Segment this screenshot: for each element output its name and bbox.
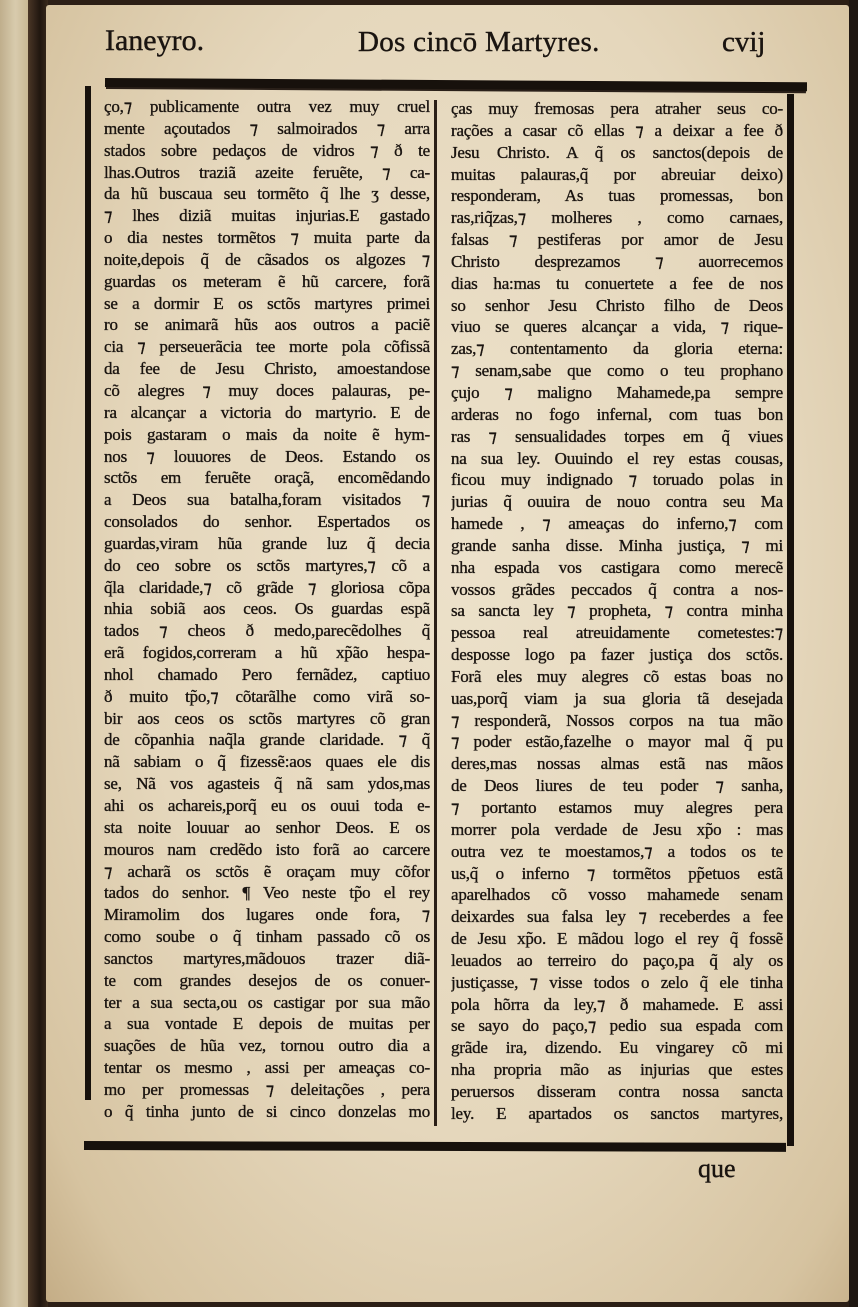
text-line: noite,depois q̃ de cãsados os algozes ⁊ xyxy=(104,249,430,269)
text-line: o q̃ tinha junto de si cinco donzelas mo xyxy=(104,1101,430,1121)
text-line: çujo ⁊ maligno Mahamede,pa sempre xyxy=(451,382,783,402)
text-line: ley. E apartados os sanctos martyres, xyxy=(451,1103,783,1123)
text-line: us,q̃ o inferno ⁊ tormẽtos pp̃etuos estã xyxy=(451,863,783,883)
text-line: tentar os mesmo , assi per ameaças co- xyxy=(104,1058,430,1078)
text-line: dias ha:mas tu conuertete a fee de nos xyxy=(451,273,783,293)
text-line: pola hõrra da ley,⁊ ð mahamede. E assi xyxy=(451,994,783,1014)
text-line: leuados ao terreiro do paço,pa q̃ aly os xyxy=(451,950,783,970)
text-line: da hũ buscaua seu tormẽto q̃ lhe ʒ desse, xyxy=(104,184,430,204)
text-line: pois gastaram o mais da noite ẽ hym- xyxy=(104,424,430,444)
text-line: a Deos sua batalha,foram visitados ⁊ xyxy=(104,490,430,510)
text-line: sctõs em feruẽte oraçã, encomẽdando xyxy=(104,468,430,488)
text-line: jurias q̃ ouuira de nouo contra seu Ma xyxy=(451,492,783,512)
text-line: de Jesu xp̃o. E mãdou logo el rey q̃ fossẽ xyxy=(451,929,783,949)
text-line: nhol chamado Pero fernãdez, captiuo xyxy=(104,664,430,684)
text-line: ⁊ portanto estamos muy alegres pera xyxy=(451,798,783,817)
text-line: morrer pola verdade de Jesu xp̃o : mas xyxy=(451,819,783,839)
text-line: falsas ⁊ pestiferas por amor de Jesu xyxy=(451,230,783,250)
running-head-month: Ianeyro. xyxy=(105,24,205,57)
book-gutter xyxy=(28,0,48,1307)
text-line: nos ⁊ louuores de Deos. Estando os xyxy=(104,446,430,466)
text-line: te com grandes desejos de os conuer- xyxy=(104,970,430,990)
text-line: ras ⁊ sensualidades torpes em q̃ viues xyxy=(451,426,783,446)
text-line: suações de hũa vez, tornou outro dia a xyxy=(104,1036,430,1056)
text-line: vossos grãdes peccados q̃ contra a nos- xyxy=(451,579,783,599)
left-border-rule xyxy=(85,86,91,1100)
text-line: ro se animarã hũs aos outros a paciẽ xyxy=(104,315,430,335)
text-line: peruersos disseram contra nossa sancta xyxy=(451,1081,783,1101)
text-line: ras,riq̃zas,⁊ molheres , como carnaes, xyxy=(451,208,783,228)
text-line: de cõpanhia naq̃la grande claridade. ⁊ q̃ xyxy=(104,730,430,750)
catchword: que xyxy=(698,1154,736,1183)
text-line: pessoa real atreuidamente cometestes:⁊ xyxy=(451,623,783,643)
left-column xyxy=(104,96,430,1126)
bottom-rule xyxy=(84,1141,786,1152)
text-line: deixardes sua falsa ley ⁊ receberdes a fee xyxy=(451,907,783,927)
folio-number: cvij xyxy=(722,26,766,58)
text-line: ficou muy indignado ⁊ toruado polas in xyxy=(451,470,783,490)
text-line: deres,mas nossas almas estã nas mãos xyxy=(451,754,783,774)
right-page-edge xyxy=(849,0,858,1307)
text-line: rações a casar cõ ellas ⁊ a deixar a fee ð xyxy=(451,120,783,140)
text-line: consolados do senhor. Espertados os xyxy=(104,512,430,532)
text-line: a sua vontade E depois de muitas per xyxy=(104,1014,430,1034)
text-line: lhas.Outros traziã azeite feruẽte, ⁊ ca- xyxy=(104,162,430,182)
text-line: ⁊ acharã os sctõs ẽ oraçam muy cõfor xyxy=(104,861,430,881)
text-line: grande sanha disse. Minha justiça, ⁊ mi xyxy=(451,535,783,555)
text-line: stados sobre pedaços de vidros ⁊ ð te xyxy=(104,140,430,160)
text-line: responderam, As tuas promessas, bon xyxy=(451,186,783,206)
text-line: cõ alegres ⁊ muy doces palauras, pe- xyxy=(104,380,430,400)
text-line: viuo se queres alcançar a vida, ⁊ rique- xyxy=(451,317,783,337)
text-line: aparelhados cõ vosso mahamede senam xyxy=(451,885,783,905)
text-line: de Deos liures de teu poder ⁊ sanha, xyxy=(451,776,783,796)
text-line: ⁊ lhes diziã muitas injurias.E gastado xyxy=(104,206,430,226)
text-line: da fee de Jesu Christo, amoestandose xyxy=(104,359,430,379)
text-line: hamede , ⁊ ameaças do inferno,⁊ com xyxy=(451,514,783,534)
text-line: do ceo sobre os sctõs martyres,⁊ cõ a xyxy=(104,555,430,575)
text-line: outra vez te moestamos,⁊ a todos os te xyxy=(451,841,783,861)
text-line: se sayo do paço,⁊ pedio sua espada com xyxy=(451,1016,783,1036)
text-line: justiçasse, ⁊ visse todos o zelo q̃ ele tinha xyxy=(451,972,783,992)
text-line: zas,⁊ contentamento da gloria eterna: xyxy=(451,339,783,359)
text-line: nha propria mão as injurias que estes xyxy=(451,1060,783,1080)
text-line: ter a sua secta,ou os castigar por sua mão xyxy=(104,992,430,1012)
text-line: nã sabiam o q̃ fizessẽ:aos quaes ele dis xyxy=(104,752,430,772)
text-line: desposse logo pa fazer justiça dos sctõs. xyxy=(451,645,783,665)
text-line: arderas no fogo infernal, com tuas bon xyxy=(451,404,783,424)
text-line: Miramolim dos lugares onde fora, ⁊ xyxy=(104,905,430,925)
text-line: Christo desprezamos ⁊ auorrecemos xyxy=(451,251,783,271)
text-line: se a dormir E os sctõs martyres primei xyxy=(104,293,430,313)
text-line: ra alcançar a victoria do martyrio. E de xyxy=(104,402,430,422)
text-line: uas,porq̃ viam ja sua gloria tã desejada xyxy=(451,688,783,708)
text-line: ças muy fremosas pera atraher seus co- xyxy=(451,99,783,118)
text-line: q̃la claridade,⁊ cõ grãde ⁊ gloriosa cõpa xyxy=(104,577,430,597)
text-line: guardas,viram hũa grande luz q̃ decia xyxy=(104,533,430,553)
text-line: como soube o q̃ tinham passado cõ os xyxy=(104,927,430,947)
text-line: nha espada vos castigara como merecẽ xyxy=(451,557,783,577)
text-line: na sua ley. Ouuindo el rey estas cousas, xyxy=(451,448,783,468)
text-line: ⁊ responderã, Nossos corpos na tua mão xyxy=(451,710,783,730)
text-line: mente açoutados ⁊ salmoirados ⁊ arra xyxy=(104,118,430,138)
text-line: ⁊ poder estão,fazelhe o mayor mal q̃ pu xyxy=(451,732,783,752)
running-head-title: Dos cincō Martyres. xyxy=(358,26,600,58)
text-line: tados ⁊ cheos ð medo,parecẽdolhes q̃ xyxy=(104,621,430,641)
text-line: guardas os meteram ẽ hũ carcere, forã xyxy=(104,271,430,291)
text-line: mouros nam credẽdo isto forã ao carcere xyxy=(104,839,430,859)
text-line: nhia sobiã aos ceos. Os guardas espã xyxy=(104,599,430,619)
text-line: tados do senhor. ¶ Veo neste tp̃o el rey xyxy=(104,883,430,903)
text-line: ⁊ senam,sabe que como o teu prophano xyxy=(451,361,783,381)
text-line: Jesu Christo. A q̃ os sanctos(depois de xyxy=(451,142,783,162)
text-line: sa sancta ley ⁊ propheta, ⁊ contra minha xyxy=(451,601,783,621)
text-line: se, Nã vos agasteis q̃ nã sam ydos,mas xyxy=(104,774,430,794)
text-line: cia ⁊ perseuerãcia tee morte pola cõfissã xyxy=(104,337,430,357)
column-divider xyxy=(434,100,437,1126)
text-line: ço,⁊ publicamente outra vez muy cruel xyxy=(104,97,430,116)
text-line: ð muito tp̃o,⁊ cõtarãlhe como virã so- xyxy=(104,686,430,706)
text-line: grãde ira, dizendo. Eu vingarey cõ mi xyxy=(451,1038,783,1058)
facing-page-edge xyxy=(0,0,28,1307)
text-line: ahi os achareis,porq̃ eu os ouui toda e- xyxy=(104,796,430,815)
text-line: Forã eles muy alegres cõ estas boas no xyxy=(451,666,783,686)
text-line: bir aos ceos os sctõs martyres cõ gran xyxy=(104,708,430,728)
text-line: muitas palauras,q̃ por abreuiar deixo) xyxy=(451,164,783,184)
text-line: mo per promessas ⁊ deleitações , pera xyxy=(104,1079,430,1099)
right-column xyxy=(451,98,783,1128)
text-line: sanctos martyres,mãdouos trazer diã- xyxy=(104,948,430,968)
text-line: sta noite louuar ao senhor Deos. E os xyxy=(104,817,430,837)
text-line: o dia nestes tormẽtos ⁊ muita parte da xyxy=(104,228,430,248)
right-border-rule xyxy=(787,94,794,1146)
text-line: so senhor Jesu Christo filho de Deos xyxy=(451,295,783,315)
text-line: erã fogidos,correram a hũ xp̃ão hespa- xyxy=(104,643,430,663)
